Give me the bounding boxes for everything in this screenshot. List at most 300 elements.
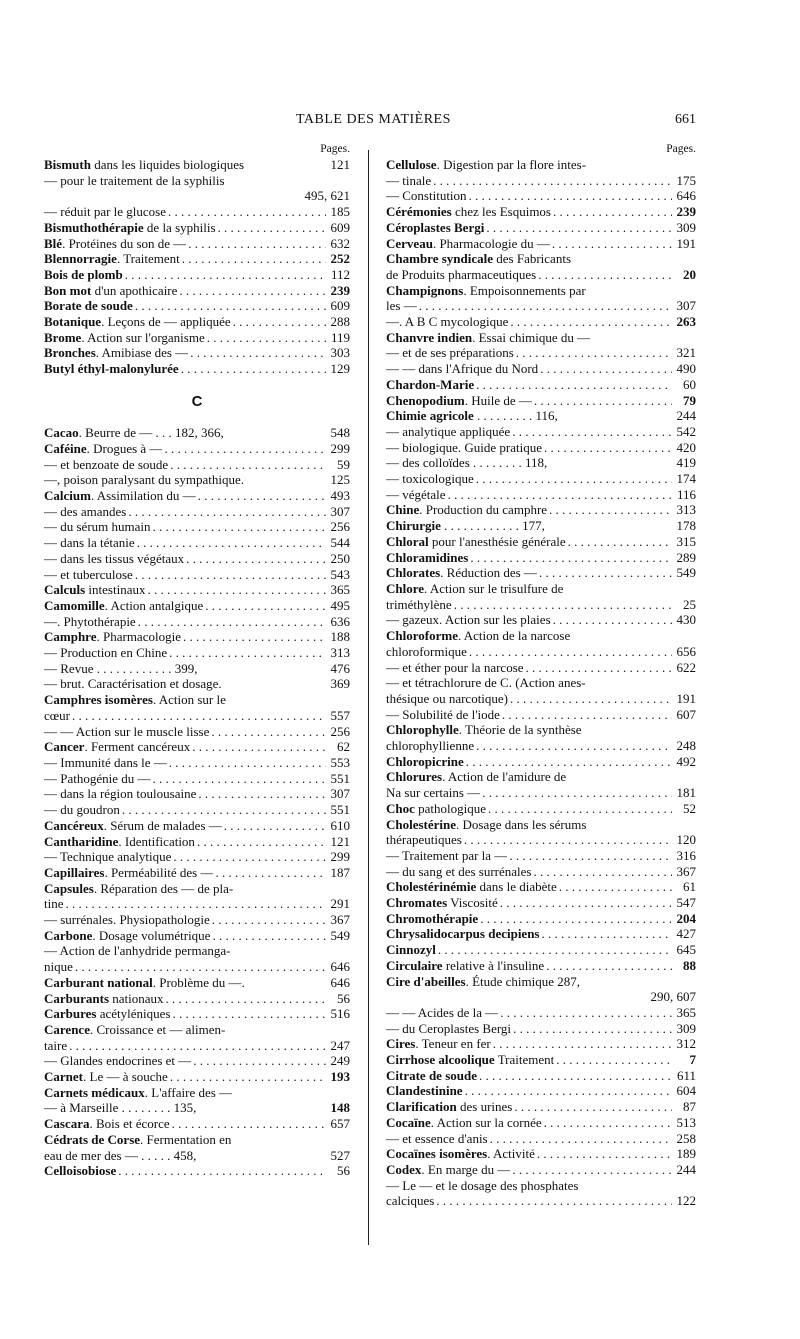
page-reference: 543 xyxy=(330,566,350,582)
entry-text xyxy=(44,1069,168,1085)
page-reference: 87 xyxy=(683,1099,696,1115)
index-entry xyxy=(44,865,350,881)
page-reference: 299 xyxy=(330,849,350,865)
entry-text xyxy=(386,612,551,628)
entry-text xyxy=(44,298,133,314)
entry-keyword: Chlorures xyxy=(386,769,443,785)
index-entry xyxy=(44,676,350,692)
entry-description: . Empoisonnements par xyxy=(463,282,586,298)
dot-leader xyxy=(197,834,326,850)
index-entry xyxy=(44,1069,350,1085)
entry-description: . Drogues à — xyxy=(86,440,163,456)
entry-description: — végétale xyxy=(386,486,446,502)
entry-keyword: Celloisobiose xyxy=(44,1163,117,1179)
entry-description: — à Marseille . . . . . . . . 135, xyxy=(44,1100,197,1116)
page-reference: 645 xyxy=(676,942,696,958)
entry-description: nique xyxy=(44,959,73,975)
entry-description: calciques xyxy=(386,1193,435,1209)
page-reference: 490 xyxy=(676,361,696,377)
entry-text xyxy=(386,895,498,911)
entry-text xyxy=(386,534,566,550)
entry-description: — et essence d'anis xyxy=(386,1130,488,1146)
index-entry xyxy=(386,801,696,817)
entry-keyword: Citrate de soude xyxy=(386,1067,477,1083)
entry-description: intestinaux xyxy=(85,582,146,598)
page-reference: 88 xyxy=(683,957,696,973)
index-entry xyxy=(386,314,696,330)
entry-text xyxy=(386,1162,510,1178)
entry-keyword: Bismuth xyxy=(44,157,91,172)
index-entry xyxy=(386,895,696,911)
page-reference: 303 xyxy=(330,345,350,361)
entry-keyword: Carburants xyxy=(44,990,110,1006)
index-entry xyxy=(44,535,350,551)
page-reference: 59 xyxy=(337,456,350,472)
dot-leader xyxy=(514,1099,672,1115)
dot-leader xyxy=(205,598,326,614)
entry-description: —. A B C mycologique xyxy=(386,314,509,330)
index-entry xyxy=(44,755,350,771)
entry-text xyxy=(44,330,205,346)
entry-text xyxy=(44,236,186,252)
dot-leader xyxy=(476,377,672,393)
index-entry xyxy=(386,267,696,283)
dot-leader xyxy=(173,849,326,865)
page-reference: 252 xyxy=(330,251,350,267)
entry-text xyxy=(386,1193,434,1209)
entry-text xyxy=(386,817,586,833)
dot-leader xyxy=(188,236,326,252)
entry-text xyxy=(44,1132,231,1148)
dot-leader xyxy=(556,1052,672,1068)
entry-keyword: Cérémonies xyxy=(386,204,452,220)
index-entry xyxy=(386,157,696,173)
page-reference: 121 xyxy=(330,833,350,849)
entry-keyword: Chlore xyxy=(386,580,425,596)
page-header xyxy=(0,112,800,132)
entry-description: triméthylène xyxy=(386,596,452,612)
index-entry xyxy=(44,251,350,267)
index-entry xyxy=(44,204,350,220)
index-entry xyxy=(386,345,696,361)
entry-keyword: Codex xyxy=(386,1162,422,1177)
dot-leader xyxy=(469,644,672,660)
entry-text xyxy=(44,1022,225,1038)
entry-description: . . . . . . . . . 116, xyxy=(473,408,558,424)
page-reference: 247 xyxy=(330,1037,350,1053)
entry-keyword: Caféine xyxy=(44,440,87,456)
index-entry xyxy=(386,1099,696,1115)
page-reference: 557 xyxy=(330,707,350,723)
dot-leader xyxy=(172,1006,326,1022)
page-reference: 427 xyxy=(676,926,696,942)
page-reference: 291 xyxy=(330,896,350,912)
index-entry xyxy=(386,377,696,393)
entry-keyword: Chambre syndicale xyxy=(386,251,494,267)
index-entry xyxy=(386,518,696,534)
dot-leader xyxy=(138,614,326,630)
page-reference: 122 xyxy=(676,1193,696,1209)
entry-description: thérapeutiques xyxy=(386,832,462,848)
entry-text xyxy=(44,1100,196,1116)
page-reference: 116 xyxy=(676,486,696,502)
entry-keyword: Chrysalidocarpus decipiens xyxy=(386,926,540,942)
entry-text xyxy=(386,330,590,346)
page-reference: 544 xyxy=(330,535,350,551)
page-reference: 367 xyxy=(676,863,696,879)
entry-description: eau de mer des — . . . . . 458, xyxy=(44,1147,197,1163)
entry-text xyxy=(386,1099,512,1115)
entry-text xyxy=(386,377,474,393)
dot-leader xyxy=(182,251,326,267)
page-reference: 607 xyxy=(676,706,696,722)
entry-text xyxy=(386,660,524,676)
entry-keyword: Chanvre indien xyxy=(386,329,473,345)
entry-keyword: Chirurgie xyxy=(386,518,441,534)
page-reference: 315 xyxy=(676,533,696,549)
dot-leader xyxy=(542,926,673,942)
entry-text xyxy=(44,345,188,361)
index-entry xyxy=(386,204,696,220)
dot-leader xyxy=(193,1053,326,1069)
page-reference: 79 xyxy=(683,392,696,408)
index-entry xyxy=(386,188,696,204)
index-entry xyxy=(386,330,696,346)
dot-leader xyxy=(172,1116,326,1132)
entry-description: . . . . . . . . . . . . 177, xyxy=(440,518,545,534)
page-reference: 309 xyxy=(676,219,696,235)
entry-text xyxy=(44,614,136,630)
dot-leader xyxy=(169,645,326,661)
page-reference: 656 xyxy=(676,643,696,659)
entry-text xyxy=(386,942,436,958)
entry-keyword: Céroplastes Bergi xyxy=(386,219,485,235)
entry-description: — dans la région toulousaine xyxy=(44,786,197,802)
entry-description: . Leçons de — appliquée xyxy=(101,314,231,330)
entry-text xyxy=(386,801,486,817)
index-entry xyxy=(44,425,350,441)
entry-keyword: Cancer xyxy=(44,739,85,755)
dot-leader xyxy=(212,912,326,928)
dot-leader xyxy=(470,550,672,566)
entry-description: . L'affaire des — xyxy=(144,1084,233,1100)
entry-text xyxy=(386,157,586,173)
page-reference: 419 xyxy=(676,455,696,471)
entry-keyword: Carbone xyxy=(44,927,93,943)
index-entry xyxy=(386,502,696,518)
right-column xyxy=(386,142,696,1209)
index-entry xyxy=(44,818,350,834)
entry-keyword: Chloroforme xyxy=(386,628,458,644)
index-entry xyxy=(44,504,350,520)
entry-description: — biologique. Guide pratique xyxy=(386,439,542,455)
entry-description: . Amibiase des — xyxy=(95,345,189,361)
entry-keyword: Cires xyxy=(386,1036,416,1052)
entry-description: — analytique appliquée xyxy=(386,423,511,439)
entry-text xyxy=(44,1085,232,1101)
entry-description: —. Phytothérapie xyxy=(44,613,136,629)
entry-keyword: Champignons xyxy=(386,282,464,298)
dot-leader xyxy=(436,1193,672,1209)
entry-keyword: Capsules xyxy=(44,880,94,896)
dot-leader xyxy=(153,519,326,535)
entry-description: . Teneur en fer xyxy=(415,1036,491,1052)
entry-description: . Théorie de la synthèse xyxy=(458,722,582,738)
dot-leader xyxy=(464,832,672,848)
index-entry xyxy=(44,1022,350,1038)
dot-leader xyxy=(546,958,672,974)
index-entry xyxy=(44,283,350,299)
entry-keyword: Borate de soude xyxy=(44,298,133,314)
entry-description: . Étude chimique 287, xyxy=(465,973,581,989)
entry-keyword: Calcium xyxy=(44,488,91,504)
index-entry xyxy=(386,471,696,487)
entry-keyword: Chloral xyxy=(386,533,429,549)
entry-description: chloroformique xyxy=(386,643,467,659)
page-reference: 250 xyxy=(330,550,350,566)
index-entry xyxy=(386,283,696,299)
entry-description: — du Ceroplastes Bergi xyxy=(386,1020,512,1036)
entry-text xyxy=(386,314,508,330)
dot-leader xyxy=(128,504,326,520)
index-entry xyxy=(386,393,696,409)
entry-description: . Ferment cancéreux xyxy=(84,739,191,755)
entry-text xyxy=(386,204,551,220)
page-reference: 549 xyxy=(330,927,350,943)
dot-leader xyxy=(183,629,326,645)
page-reference: 493 xyxy=(330,488,350,504)
entry-keyword: Cellulose xyxy=(386,157,437,172)
entry-description: . Digestion par la flore intes- xyxy=(436,157,587,172)
dot-leader xyxy=(419,298,672,314)
index-entry xyxy=(386,424,696,440)
dot-leader xyxy=(512,1162,672,1178)
entry-keyword: Circulaire xyxy=(386,957,443,973)
entry-description: . Production du camphre xyxy=(419,502,548,518)
index-entries-c xyxy=(44,425,350,1179)
entry-text xyxy=(44,488,196,504)
page-reference: 112 xyxy=(330,266,350,282)
entry-keyword: Clandestinine xyxy=(386,1083,463,1099)
entry-text xyxy=(386,974,580,990)
entry-text xyxy=(386,848,507,864)
entry-text xyxy=(44,519,151,535)
page-reference: 622 xyxy=(676,659,696,675)
page-reference: 609 xyxy=(330,298,350,314)
running-title: TABLE DES MATIÈRES xyxy=(296,112,451,127)
entry-keyword: Chenopodium xyxy=(386,392,465,408)
entry-description: des urines xyxy=(456,1099,513,1115)
index-entry xyxy=(44,802,350,818)
dot-leader xyxy=(147,582,326,598)
entry-text xyxy=(44,314,231,330)
entry-text xyxy=(386,864,532,880)
entry-text xyxy=(44,361,179,377)
index-entry xyxy=(386,1178,696,1194)
entry-text xyxy=(386,361,538,377)
page-reference: 309 xyxy=(676,1020,696,1036)
entry-keyword: Cinnozyl xyxy=(386,942,436,958)
entry-description: . Réparation des — de pla- xyxy=(93,880,234,896)
page-reference: 178 xyxy=(676,518,696,534)
dot-leader xyxy=(513,1021,672,1037)
entry-text xyxy=(44,818,222,834)
index-entry xyxy=(386,926,696,942)
entry-text xyxy=(386,911,478,927)
dot-leader xyxy=(454,597,672,613)
entry-keyword: Chloropicrine xyxy=(386,753,464,769)
page-reference: 62 xyxy=(337,739,350,755)
dot-leader xyxy=(469,188,672,204)
index-entry xyxy=(44,361,350,377)
entry-keyword: Calculs xyxy=(44,582,86,598)
dot-leader xyxy=(433,173,672,189)
page-reference: 204 xyxy=(676,910,696,926)
entry-description: — toxicologique xyxy=(386,471,474,487)
entry-description: — Production en Chine xyxy=(44,645,168,661)
dot-leader xyxy=(448,487,672,503)
page-reference: 289 xyxy=(676,549,696,565)
entry-description: . Essai chimique du — xyxy=(472,329,591,345)
entry-text xyxy=(386,832,462,848)
page-reference: 193 xyxy=(330,1069,350,1085)
entry-keyword: Cirrhose alcoolique xyxy=(386,1052,495,1068)
entry-description: — et tuberculose xyxy=(44,566,133,582)
entry-description: — et éther pour la narcose xyxy=(386,659,524,675)
index-entry xyxy=(44,1132,350,1148)
entry-keyword: Carburant national xyxy=(44,974,153,990)
index-entry xyxy=(44,629,350,645)
entry-description: — des amandes xyxy=(44,503,127,519)
index-entry xyxy=(44,267,350,283)
page-reference: 120 xyxy=(676,832,696,848)
entry-text xyxy=(44,912,210,928)
entry-text xyxy=(386,267,536,283)
dot-leader xyxy=(534,393,672,409)
entry-description: de la syphilis xyxy=(143,219,216,235)
dot-leader xyxy=(516,345,672,361)
entry-text xyxy=(44,692,226,708)
entry-description: . Huile de — xyxy=(464,392,532,408)
dot-leader xyxy=(192,739,326,755)
index-entry xyxy=(44,298,350,314)
page-reference: 7 xyxy=(689,1052,696,1068)
index-entry xyxy=(386,864,696,880)
entry-text xyxy=(386,220,484,236)
index-entry xyxy=(386,612,696,628)
index-entry xyxy=(386,298,696,314)
dot-leader xyxy=(224,818,326,834)
page-reference: 636 xyxy=(330,613,350,629)
entry-description: — Immunité dans le — xyxy=(44,754,167,770)
entry-text xyxy=(386,769,566,785)
entry-text xyxy=(44,959,73,975)
page-reference: 290, 607 xyxy=(650,989,696,1005)
index-entry xyxy=(386,832,696,848)
page-reference: 312 xyxy=(676,1036,696,1052)
dot-leader xyxy=(486,220,672,236)
index-entry xyxy=(386,769,696,785)
dot-leader xyxy=(534,864,673,880)
index-entry xyxy=(386,974,696,990)
dot-leader xyxy=(502,707,672,723)
index-entry xyxy=(386,597,696,613)
index-entry xyxy=(386,675,696,691)
entry-text xyxy=(44,567,133,583)
page-reference: 646 xyxy=(676,188,696,204)
entry-description: — Le — et le dosage des phosphates xyxy=(386,1177,579,1193)
index-entry xyxy=(386,1115,696,1131)
index-entry xyxy=(386,408,696,424)
entry-keyword: Bismuthothérapie xyxy=(44,219,144,235)
index-entry xyxy=(44,488,350,504)
entry-text xyxy=(44,535,135,551)
entry-description: . Assimilation du — xyxy=(90,488,196,504)
entry-description: — Traitement par la — xyxy=(386,847,508,863)
entry-text xyxy=(386,1083,463,1099)
entry-keyword: Cire d'abeilles xyxy=(386,973,466,989)
entry-text xyxy=(44,157,244,173)
dot-leader xyxy=(118,1163,326,1179)
dot-leader xyxy=(553,204,672,220)
index-entry xyxy=(386,1005,696,1021)
entry-description: . Action sur la cornée xyxy=(430,1114,542,1130)
page-reference: 657 xyxy=(330,1116,350,1132)
entry-text xyxy=(386,754,464,770)
index-entry xyxy=(386,1162,696,1178)
entry-description: — du goudron xyxy=(44,802,120,818)
entry-keyword: Cholestérinémie xyxy=(386,879,477,895)
entry-text xyxy=(386,1115,542,1131)
index-entry xyxy=(386,754,696,770)
entry-text xyxy=(386,785,480,801)
entry-description: . Action sur le xyxy=(152,692,226,708)
page-reference: 549 xyxy=(676,565,696,581)
dot-leader xyxy=(211,724,326,740)
page-reference: 307 xyxy=(330,503,350,519)
entry-keyword: Cholestérine xyxy=(386,816,457,832)
entry-description: — et benzoate de soude xyxy=(44,456,169,472)
page-reference: 632 xyxy=(330,235,350,251)
page-reference: 527 xyxy=(330,1147,350,1163)
entry-text xyxy=(386,691,508,707)
index-entry xyxy=(44,345,350,361)
dot-leader xyxy=(490,1131,672,1147)
index-entry xyxy=(44,1100,350,1116)
entry-keyword: Butyl éthyl-malonylurée xyxy=(44,361,179,377)
index-entry xyxy=(386,361,696,377)
index-entry xyxy=(44,551,350,567)
page-reference: 239 xyxy=(676,204,696,220)
dot-leader xyxy=(75,959,326,975)
entry-text xyxy=(386,1068,477,1084)
page-reference: 551 xyxy=(330,802,350,818)
index-entry xyxy=(44,943,350,959)
dot-leader xyxy=(164,441,326,457)
page-reference: 430 xyxy=(676,612,696,628)
entry-text xyxy=(44,1053,191,1069)
dot-leader xyxy=(170,457,326,473)
entry-description: chez les Esquimos xyxy=(451,204,551,220)
entry-description: . Perméabilité des — xyxy=(104,864,214,880)
pages-label: Pages. xyxy=(666,143,696,155)
entry-keyword: Cocaïnes isomères xyxy=(386,1146,488,1162)
page-reference: 181 xyxy=(676,785,696,801)
index-entry xyxy=(44,991,350,1007)
dot-leader xyxy=(488,801,672,817)
page-reference: 420 xyxy=(676,439,696,455)
entry-text xyxy=(386,707,500,723)
